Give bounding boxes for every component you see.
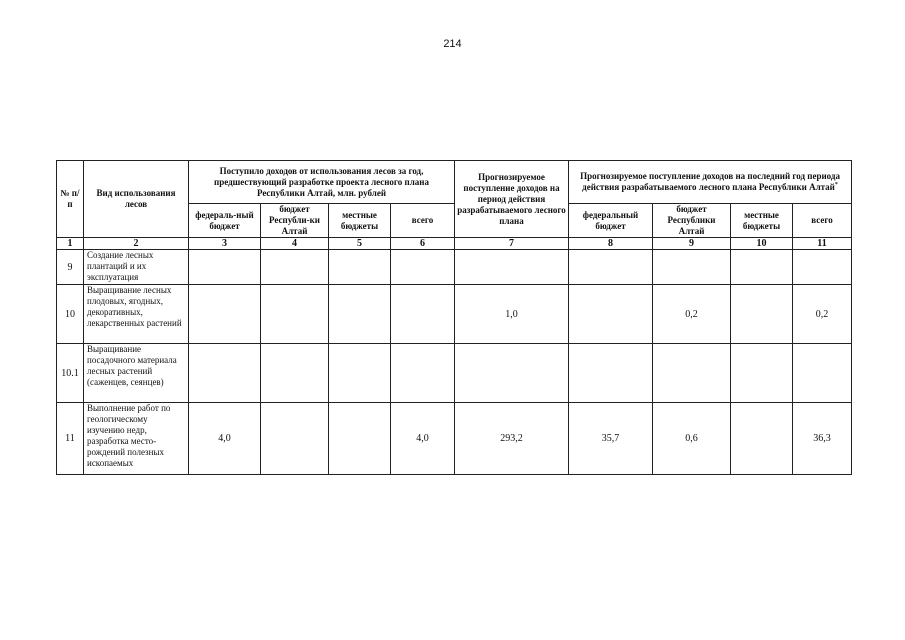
row-number: 9 xyxy=(57,250,84,285)
column-number: 4 xyxy=(261,238,329,250)
row-usage-type: Выполнение работ по геологическому изучению недр, разработка место-рождений полезных ископаемых xyxy=(84,403,189,475)
cell-value xyxy=(261,250,329,285)
row-number: 11 xyxy=(57,403,84,475)
column-number: 11 xyxy=(793,238,852,250)
header-previous-year-revenue: Поступило доходов от использования лесов за год, предшествующий разработке проекта лесного плана Республики Алтай, млн. рублей xyxy=(189,161,455,204)
row-usage-type: Создание лесных плантаций и их эксплуатация xyxy=(84,250,189,285)
column-number: 7 xyxy=(455,238,569,250)
cell-value xyxy=(653,344,731,403)
cell-value xyxy=(261,403,329,475)
cell-value xyxy=(329,403,391,475)
column-number: 8 xyxy=(569,238,653,250)
cell-value xyxy=(793,344,852,403)
header-forecast-period: Прогнозируемое поступление доходов на период действия разрабатываемого лесного плана xyxy=(455,161,569,238)
cell-value xyxy=(731,285,793,344)
column-number: 6 xyxy=(391,238,455,250)
revenue-table xyxy=(56,160,852,475)
column-number: 2 xyxy=(84,238,189,250)
cell-value xyxy=(455,250,569,285)
footnote-mark: * xyxy=(834,182,838,188)
cell-value xyxy=(189,285,261,344)
cell-value xyxy=(329,250,391,285)
row-usage-type: Выращивание лесных плодовых, ягодных, декоративных, лекарственных растений xyxy=(84,285,189,344)
cell-value: 0,6 xyxy=(653,403,731,475)
cell-value: 1,0 xyxy=(455,285,569,344)
row-number: 10.1 xyxy=(57,344,84,403)
header-local-budgets: местные бюджеты xyxy=(731,204,793,238)
cell-value xyxy=(731,344,793,403)
cell-value: 0,2 xyxy=(653,285,731,344)
cell-value xyxy=(569,285,653,344)
table-row xyxy=(57,285,852,344)
header-total: всего xyxy=(793,204,852,238)
page-number: 214 xyxy=(443,38,462,50)
header-usage-type: Вид использования лесов xyxy=(84,161,189,238)
cell-value xyxy=(189,250,261,285)
cell-value xyxy=(653,250,731,285)
header-republic-budget: бюджет Республики Алтай xyxy=(653,204,731,238)
cell-value xyxy=(569,344,653,403)
cell-value xyxy=(189,344,261,403)
cell-value xyxy=(329,285,391,344)
header-local-budgets: местные бюджеты xyxy=(329,204,391,238)
cell-value xyxy=(793,250,852,285)
row-usage-type: Выращивание посадочного материала лесных растений (саженцев, сеянцев) xyxy=(84,344,189,403)
cell-value xyxy=(569,250,653,285)
cell-value xyxy=(391,285,455,344)
cell-value: 36,3 xyxy=(793,403,852,475)
header-total: всего xyxy=(391,204,455,238)
cell-value xyxy=(731,403,793,475)
table-row xyxy=(57,403,852,475)
cell-value: 293,2 xyxy=(455,403,569,475)
row-number: 10 xyxy=(57,285,84,344)
cell-value xyxy=(455,344,569,403)
column-number: 5 xyxy=(329,238,391,250)
column-number: 3 xyxy=(189,238,261,250)
header-federal-budget: федераль-ный бюджет xyxy=(189,204,261,238)
header-federal-budget: федеральный бюджет xyxy=(569,204,653,238)
cell-value xyxy=(391,250,455,285)
table-row xyxy=(57,344,852,403)
header-no: № п/п xyxy=(57,161,84,238)
cell-value xyxy=(261,285,329,344)
cell-value: 0,2 xyxy=(793,285,852,344)
header-republic-budget: бюджет Республи-ки Алтай xyxy=(261,204,329,238)
table-row xyxy=(57,250,852,285)
cell-value xyxy=(731,250,793,285)
cell-value: 35,7 xyxy=(569,403,653,475)
cell-value xyxy=(261,344,329,403)
cell-value: 4,0 xyxy=(189,403,261,475)
column-number: 10 xyxy=(731,238,793,250)
header-forecast-last-year: Прогнозируемое поступление доходов на последний год периода действия разрабатываемого лесного плана Республики Алтай* xyxy=(569,161,852,204)
column-number: 1 xyxy=(57,238,84,250)
column-number: 9 xyxy=(653,238,731,250)
cell-value xyxy=(391,344,455,403)
cell-value xyxy=(329,344,391,403)
cell-value: 4,0 xyxy=(391,403,455,475)
